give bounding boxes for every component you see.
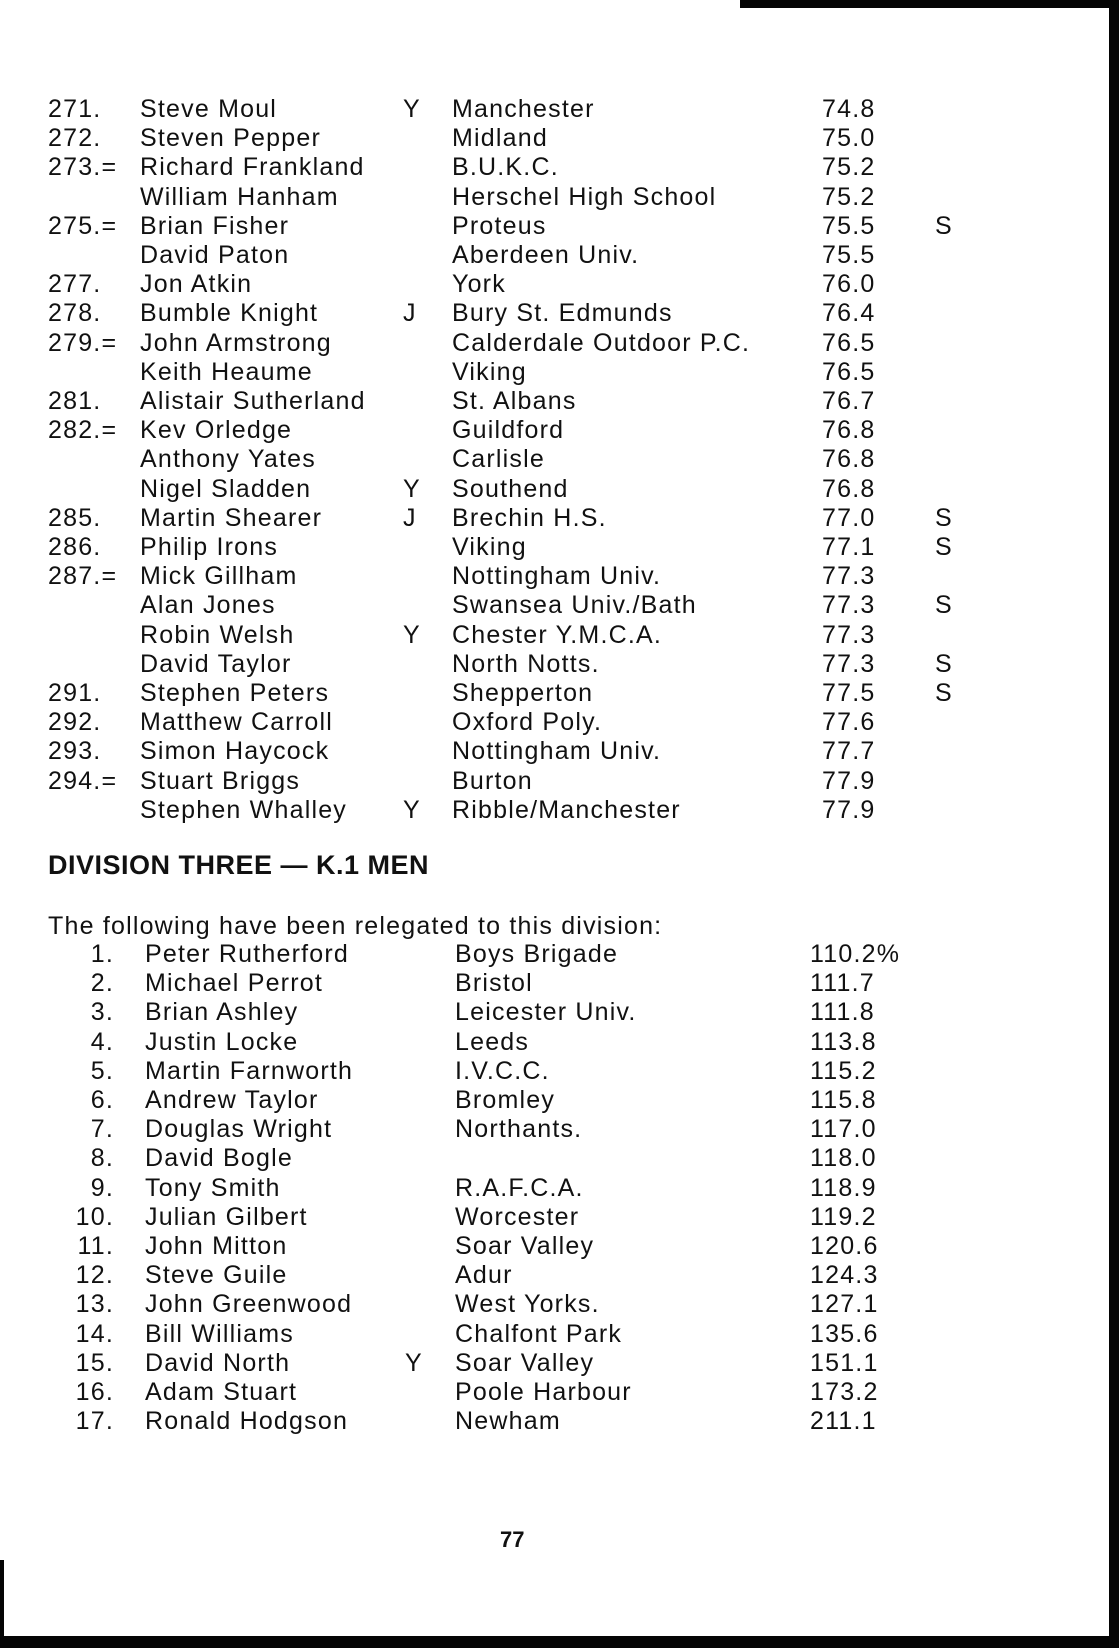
result-name: Robin Welsh (140, 620, 295, 649)
result-mark: S (935, 533, 953, 561)
result-name: Stephen Peters (140, 679, 330, 707)
result-club: Soar Valley (455, 1232, 595, 1260)
result-flag: J (403, 503, 417, 532)
result-name: Brian Ashley (145, 998, 299, 1027)
result-time: 75.2 (822, 182, 876, 211)
result-pos: 14. (75, 1319, 114, 1348)
result-time: 76.4 (822, 299, 876, 328)
result-club: Chester Y.M.C.A. (452, 620, 663, 649)
result-pos: 8. (90, 1144, 114, 1173)
result-club: Viking (452, 533, 527, 561)
result-name: Ronald Hodgson (145, 1407, 349, 1436)
result-time: 76.0 (822, 270, 876, 299)
result-name: John Greenwood (145, 1290, 353, 1319)
result-club: Swansea Univ./Bath (452, 591, 697, 620)
result-club: Nottingham Univ. (452, 737, 662, 766)
result-name: Martin Shearer (140, 503, 323, 532)
result-name: William Hanham (140, 182, 339, 211)
result-club: R.A.F.C.A. (455, 1173, 584, 1202)
result-club: I.V.C.C. (455, 1056, 550, 1085)
result-pos: 13. (75, 1290, 114, 1319)
result-name: Alistair Sutherland (140, 387, 366, 415)
result-pos: 5. (90, 1056, 114, 1085)
result-name: Jon Atkin (140, 270, 253, 299)
result-name: Anthony Yates (140, 445, 316, 474)
result-mark: S (935, 649, 953, 678)
result-time: 77.3 (822, 562, 876, 591)
result-name: Michael Perrot (145, 969, 323, 998)
result-mark: S (935, 211, 953, 240)
result-club: Herschel High School (452, 182, 717, 211)
result-club: Northants. (455, 1115, 583, 1144)
result-pos: 291. (48, 679, 102, 707)
result-club: Aberdeen Univ. (452, 241, 640, 269)
result-mark: S (935, 503, 953, 532)
result-time: 74.8 (822, 95, 876, 123)
result-club: Worcester (455, 1202, 580, 1231)
result-name: Keith Heaume (140, 357, 313, 386)
result-club: Nottingham Univ. (452, 562, 662, 591)
result-flag: Y (403, 95, 421, 123)
result-club: Soar Valley (455, 1348, 595, 1377)
result-name: David North (145, 1348, 291, 1377)
result-club: Ribble/Manchester (452, 795, 681, 824)
result-name: Martin Farnworth (145, 1056, 354, 1085)
result-name: Andrew Taylor (145, 1086, 319, 1114)
result-club: Adur (455, 1261, 513, 1290)
result-time: 75.5 (822, 211, 876, 240)
result-club: Midland (452, 124, 548, 153)
result-club: St. Albans (452, 387, 577, 415)
result-time: 76.5 (822, 357, 876, 386)
result-name: David Paton (140, 241, 290, 269)
result-name: Tony Smith (145, 1173, 281, 1202)
result-name: Nigel Sladden (140, 474, 312, 503)
result-time: 110.2% (810, 940, 901, 968)
result-pos: 293. (48, 737, 102, 766)
result-flag: Y (403, 474, 421, 503)
result-club: Manchester (452, 95, 595, 123)
result-club: Bromley (455, 1086, 556, 1114)
result-name: Peter Rutherford (145, 940, 350, 968)
result-pos: 15. (75, 1348, 114, 1377)
result-name: Justin Locke (145, 1027, 299, 1056)
result-club: Newham (455, 1407, 561, 1436)
result-club: Carlisle (452, 445, 545, 474)
scan-border-left (0, 1560, 4, 1648)
result-pos: 273.= (48, 153, 118, 182)
result-time: 115.2 (810, 1056, 877, 1085)
result-time: 77.3 (822, 620, 876, 649)
result-pos: 6. (90, 1086, 114, 1114)
page-number: 77 (500, 1527, 525, 1552)
result-club: B.U.K.C. (452, 153, 559, 182)
result-time: 120.6 (810, 1232, 879, 1260)
result-pos: 277. (48, 270, 102, 299)
result-club: Burton (452, 766, 533, 795)
result-name: Stephen Whalley (140, 795, 348, 824)
result-time: 77.5 (822, 679, 876, 707)
result-pos: 282.= (48, 416, 118, 445)
result-name: David Bogle (145, 1144, 294, 1173)
result-club: Bristol (455, 969, 533, 998)
result-flag: Y (403, 620, 421, 649)
result-time: 151.1 (810, 1348, 879, 1377)
result-club: North Notts. (452, 649, 600, 678)
result-flag: J (403, 299, 417, 328)
result-club: Boys Brigade (455, 940, 619, 968)
result-name: Douglas Wright (145, 1115, 333, 1144)
result-time: 135.6 (810, 1319, 879, 1348)
result-pos: 3. (90, 998, 114, 1027)
result-club: Shepperton (452, 679, 594, 707)
result-pos: 281. (48, 387, 102, 415)
result-pos: 11. (77, 1232, 114, 1260)
result-time: 111.8 (810, 998, 875, 1027)
result-time: 118.0 (810, 1144, 877, 1173)
result-club: Poole Harbour (455, 1378, 632, 1406)
result-name: Steve Moul (140, 95, 278, 123)
result-name: Matthew Carroll (140, 708, 334, 737)
result-pos: 275.= (48, 211, 118, 240)
scan-border-bottom (0, 1636, 1119, 1648)
result-name: Philip Irons (140, 533, 279, 561)
result-pos: 16. (75, 1378, 114, 1406)
result-name: David Taylor (140, 649, 292, 678)
section-intro: The following have been relegated to this division: (48, 912, 663, 940)
result-time: 211.1 (810, 1407, 877, 1436)
result-time: 77.7 (822, 737, 876, 766)
result-pos: 285. (48, 503, 102, 532)
result-name: John Armstrong (140, 328, 332, 357)
result-flag: Y (405, 1348, 423, 1377)
result-club: Viking (452, 357, 527, 386)
result-time: 113.8 (810, 1027, 877, 1056)
result-club: Proteus (452, 211, 547, 240)
result-club: Guildford (452, 416, 565, 445)
result-pos: 10. (75, 1202, 114, 1231)
result-club: York (452, 270, 506, 299)
result-time: 127.1 (810, 1290, 879, 1319)
result-pos: 272. (48, 124, 102, 153)
result-flag: Y (403, 795, 421, 824)
result-name: Adam Stuart (145, 1378, 298, 1406)
result-pos: 7. (90, 1115, 114, 1144)
result-time: 173.2 (810, 1378, 879, 1406)
result-time: 77.9 (822, 795, 876, 824)
result-pos: 9. (90, 1173, 114, 1202)
result-time: 75.5 (822, 241, 876, 269)
result-name: John Mitton (145, 1232, 288, 1260)
section-heading: DIVISION THREE — K.1 MEN (48, 850, 430, 880)
result-time: 77.3 (822, 649, 876, 678)
result-time: 76.8 (822, 474, 876, 503)
result-club: Southend (452, 474, 569, 503)
scan-border-right (1109, 0, 1119, 1648)
result-time: 76.5 (822, 328, 876, 357)
result-pos: 292. (48, 708, 102, 737)
result-name: Richard Frankland (140, 153, 365, 182)
result-time: 115.8 (810, 1086, 877, 1114)
result-name: Julian Gilbert (145, 1202, 308, 1231)
result-pos: 271. (48, 95, 102, 123)
result-time: 77.0 (822, 503, 876, 532)
result-pos: 4. (90, 1027, 114, 1056)
result-time: 117.0 (810, 1115, 877, 1144)
result-club: Leeds (455, 1027, 530, 1056)
result-name: Stuart Briggs (140, 766, 301, 795)
result-pos: 278. (48, 299, 102, 328)
result-club: Chalfont Park (455, 1319, 623, 1348)
result-pos: 294.= (48, 766, 118, 795)
result-club: Brechin H.S. (452, 503, 607, 532)
result-time: 111.7 (810, 969, 875, 998)
result-pos: 17. (75, 1407, 114, 1436)
result-time: 76.8 (822, 445, 876, 474)
result-pos: 2. (90, 969, 114, 998)
result-name: Simon Haycock (140, 737, 330, 766)
result-mark: S (935, 679, 953, 707)
result-pos: 12. (75, 1261, 114, 1290)
scan-border-top (740, 0, 1119, 8)
result-time: 77.1 (822, 533, 876, 561)
result-pos: 286. (48, 533, 102, 561)
result-time: 77.3 (822, 591, 876, 620)
result-name: Steve Guile (145, 1261, 288, 1290)
result-time: 75.2 (822, 153, 876, 182)
result-time: 118.9 (810, 1173, 877, 1202)
result-time: 75.0 (822, 124, 876, 153)
result-time: 76.8 (822, 416, 876, 445)
result-name: Brian Fisher (140, 211, 290, 240)
result-club: Calderdale Outdoor P.C. (452, 328, 751, 357)
result-mark: S (935, 591, 953, 620)
result-pos: 279.= (48, 328, 118, 357)
result-name: Bumble Knight (140, 299, 319, 328)
result-club: Bury St. Edmunds (452, 299, 673, 328)
result-club: Leicester Univ. (455, 998, 637, 1027)
result-time: 119.2 (810, 1202, 877, 1231)
result-club: Oxford Poly. (452, 708, 603, 737)
result-time: 77.9 (822, 766, 876, 795)
result-name: Mick Gillham (140, 562, 298, 591)
result-time: 76.7 (822, 387, 876, 415)
result-pos: 287.= (48, 562, 118, 591)
result-name: Bill Williams (145, 1319, 294, 1348)
result-time: 124.3 (810, 1261, 879, 1290)
result-time: 77.6 (822, 708, 876, 737)
result-club: West Yorks. (455, 1290, 600, 1319)
result-name: Steven Pepper (140, 124, 321, 153)
result-name: Alan Jones (140, 591, 276, 620)
result-name: Kev Orledge (140, 416, 293, 445)
result-pos: 1. (90, 940, 114, 968)
